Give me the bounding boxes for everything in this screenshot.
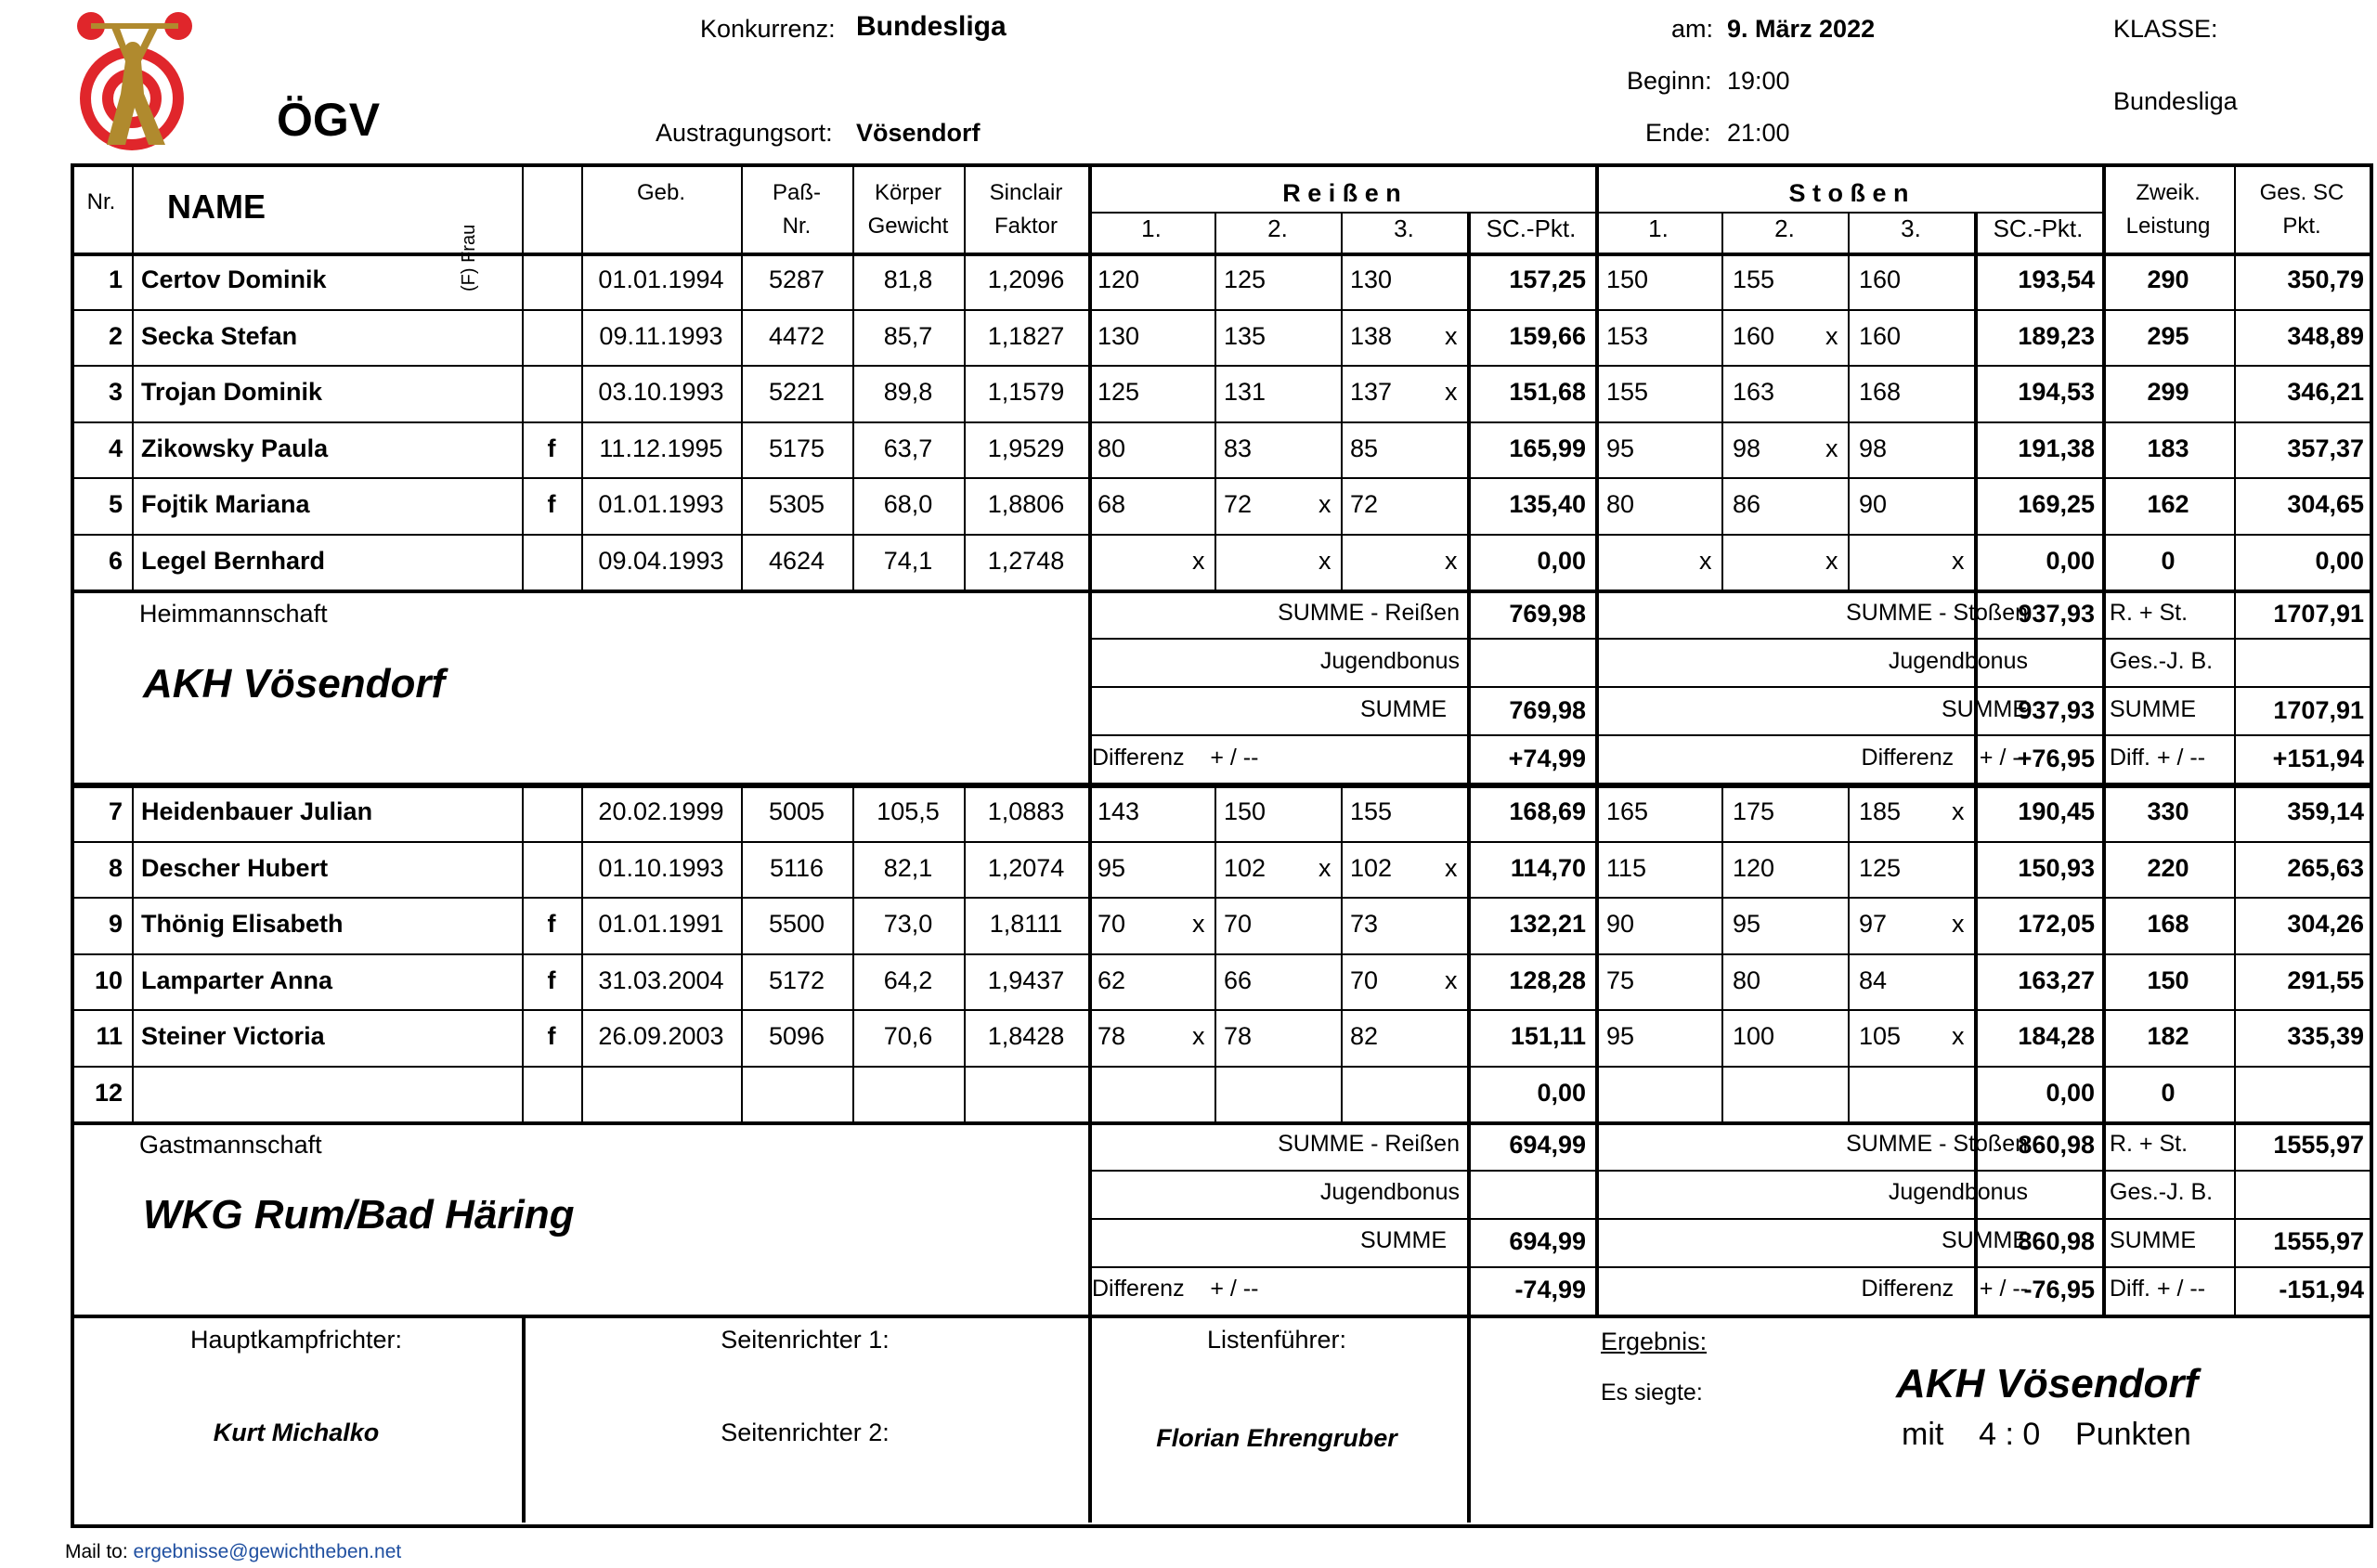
home-row-6-reissen-sc: 0,00: [1537, 546, 1586, 575]
guest-row-11-reissen-sc: 151,11: [1510, 1022, 1586, 1050]
guest-row-8-reissen-sc: 114,70: [1510, 853, 1586, 882]
ende-value: 21:00: [1727, 119, 1790, 147]
seitenrichter-1-label: Seitenrichter 1:: [721, 1326, 890, 1354]
guest-row-11-reissen-3: 82: [1350, 1022, 1379, 1050]
guest-row-7-stossen-3: 185: [1859, 797, 1902, 825]
home-row-4-reissen-2: 83: [1224, 434, 1253, 462]
guest-row-8-sinclair: 1,2074: [987, 853, 1065, 882]
home-summe-reissen: 769,98: [1509, 600, 1586, 628]
organization-name: ÖGV: [277, 94, 381, 146]
home-row-5-zweikampf: 162: [2147, 490, 2189, 518]
home-row-6-stossen-1-fail-mark: x: [1699, 546, 1712, 575]
home-row-2-pass: 4472: [768, 321, 825, 350]
guest-row-7-reissen-2: 150: [1224, 797, 1266, 825]
guest-diff-total-label: Diff. + / --: [2110, 1276, 2206, 1302]
guest-row-7-reissen-sc: 168,69: [1509, 797, 1586, 825]
guest-row-9-reissen-3: 73: [1350, 910, 1379, 938]
home-row-5-stossen-sc: 169,25: [2018, 490, 2095, 518]
guest-gesjb-label: Ges.-J. B.: [2110, 1179, 2214, 1205]
guest-rst: 1555,97: [2273, 1131, 2364, 1159]
home-row-2-stossen-3: 160: [1859, 321, 1902, 350]
guest-row-8-reissen-1: 95: [1098, 853, 1126, 882]
home-row-6-stossen-2-fail-mark: x: [1825, 546, 1838, 575]
home-row-6-zweikampf: 0: [2161, 546, 2176, 575]
home-row-1-stossen-sc: 193,54: [2018, 266, 2095, 293]
guest-row-9-pass: 5500: [768, 910, 825, 938]
stossen-attempt-2-header: 2.: [1774, 214, 1795, 242]
home-row-5-nr: 5: [108, 490, 123, 518]
home-row-2-nr: 2: [108, 321, 123, 350]
col-kg-header-2: Gewicht: [867, 214, 949, 239]
guest-row-9-reissen-sc: 132,21: [1509, 910, 1586, 938]
home-diff-reissen: +74,99: [1508, 745, 1586, 772]
home-row-5-ges-sc: 304,65: [2287, 490, 2364, 518]
col-kg-header-1: Körper: [874, 180, 942, 205]
guest-row-7-pass: 5005: [768, 797, 825, 825]
home-row-5-reissen-1: 68: [1098, 490, 1126, 518]
home-row-2-stossen-sc: 189,23: [2018, 321, 2095, 350]
guest-diff-stossen-label: Differenz + / --: [1861, 1276, 2028, 1302]
home-row-1-ges-sc: 350,79: [2287, 266, 2364, 293]
home-row-3-sinclair: 1,1579: [987, 378, 1065, 406]
home-row-5-name: Fojtik Mariana: [141, 490, 310, 518]
gastmannschaft-label: Gastmannschaft: [139, 1131, 322, 1159]
col-pass-header-1: Paß-: [772, 180, 821, 205]
home-jugendbonus-reissen-label: Jugendbonus: [1319, 648, 1460, 674]
guest-row-8-nr: 8: [108, 853, 123, 882]
home-row-2-sinclair: 1,1827: [987, 321, 1065, 350]
home-row-6-kg: 74,1: [883, 546, 933, 575]
home-row-3-ges-sc: 346,21: [2287, 378, 2364, 406]
listenfuehrer-name: Florian Ehrengruber: [1156, 1424, 1397, 1452]
home-row-1-geb: 01.01.1994: [598, 266, 724, 293]
home-row-6-sinclair: 1,2748: [987, 546, 1065, 575]
guest-row-8-name: Descher Hubert: [141, 853, 329, 882]
es-siegte-label: Es siegte:: [1601, 1380, 1703, 1406]
guest-summe-stossen: 860,98: [2018, 1131, 2095, 1159]
guest-row-11-geb: 26.09.2003: [598, 1022, 724, 1050]
guest-row-10-stossen-2: 80: [1733, 965, 1761, 994]
home-row-1-reissen-1: 120: [1098, 266, 1140, 293]
guest-row-11-stossen-3: 105: [1859, 1022, 1902, 1050]
home-row-4-name: Zikowsky Paula: [141, 434, 329, 462]
home-row-6-reissen-2-fail-mark: x: [1318, 546, 1331, 575]
home-row-2-zweikampf: 295: [2147, 321, 2189, 350]
guest-row-9-stossen-1: 90: [1606, 910, 1635, 938]
guest-row-11-nr: 11: [96, 1022, 123, 1050]
col-sinclair-header-1: Sinclair: [989, 180, 1063, 205]
oegv-logo: [74, 6, 204, 154]
home-row-6-pass: 4624: [768, 546, 825, 575]
guest-row-11-stossen-1: 95: [1606, 1022, 1635, 1050]
home-summe-stossen-label: SUMME - Stoßen: [1846, 600, 2028, 626]
home-summe-stossen-2: 937,93: [2018, 696, 2095, 724]
home-summe-stossen-label-2: SUMME: [1941, 696, 2028, 722]
home-gesjb-label: Ges.-J. B.: [2110, 648, 2214, 674]
stossen-sc-header: SC.-Pkt.: [1993, 214, 2084, 242]
home-row-5-reissen-3: 72: [1350, 490, 1379, 518]
home-row-2-reissen-3-fail-mark: x: [1445, 321, 1458, 350]
guest-row-10-stossen-1: 75: [1606, 965, 1635, 994]
col-ges-header-1: Ges. SC: [2259, 180, 2345, 205]
guest-row-9-kg: 73,0: [883, 910, 933, 938]
home-row-1-reissen-sc: 157,25: [1509, 266, 1586, 293]
beginn-label: Beginn:: [1627, 67, 1712, 95]
home-row-1-reissen-3: 130: [1350, 266, 1393, 293]
home-row-3-stossen-1: 155: [1606, 378, 1649, 406]
home-row-4-zweikampf: 183: [2147, 434, 2189, 462]
home-row-1-pass: 5287: [768, 266, 825, 293]
home-row-3-stossen-3: 168: [1859, 378, 1902, 406]
home-diff-reissen-label: Differenz + / --: [1092, 745, 1259, 771]
home-row-4-stossen-sc: 191,38: [2018, 434, 2095, 462]
guest-row-7-stossen-sc: 190,45: [2018, 797, 2095, 825]
guest-summe-reissen: 694,99: [1509, 1131, 1586, 1159]
col-sinclair-header-2: Faktor: [994, 214, 1058, 239]
home-row-5-pass: 5305: [768, 490, 825, 518]
beginn-value: 19:00: [1727, 67, 1790, 95]
seitenrichter-2-label: Seitenrichter 2:: [721, 1419, 890, 1446]
heimmannschaft-label: Heimmannschaft: [139, 600, 328, 628]
home-row-1-stossen-2: 155: [1733, 266, 1775, 293]
guest-row-11-stossen-sc: 184,28: [2018, 1022, 2095, 1050]
guest-row-9-name: Thönig Elisabeth: [141, 910, 344, 938]
guest-row-10-reissen-3: 70: [1350, 965, 1379, 994]
home-row-1-nr: 1: [108, 266, 123, 293]
home-row-6-geb: 09.04.1993: [598, 546, 724, 575]
home-rst-label: R. + St.: [2110, 600, 2189, 626]
guest-summe-stossen-label-2: SUMME: [1941, 1227, 2028, 1253]
guest-row-10-stossen-sc: 163,27: [2018, 965, 2095, 994]
reissen-attempt-3-header: 3.: [1394, 214, 1414, 242]
guest-row-11-stossen-2: 100: [1733, 1022, 1775, 1050]
guest-summe-stossen-2: 860,98: [2018, 1227, 2095, 1255]
result-sheet-table: [71, 163, 2373, 1528]
guest-row-11-reissen-1: 78: [1098, 1022, 1126, 1050]
home-row-4-stossen-1: 95: [1606, 434, 1635, 462]
guest-row-7-reissen-1: 143: [1098, 797, 1140, 825]
guest-row-7-stossen-3-fail-mark: x: [1952, 797, 1965, 825]
home-row-3-reissen-sc: 151,68: [1509, 378, 1586, 406]
home-row-4-reissen-1: 80: [1098, 434, 1126, 462]
guest-row-12-nr: 12: [94, 1078, 123, 1107]
stossen-attempt-3-header: 3.: [1901, 214, 1921, 242]
guest-row-10-kg: 64,2: [883, 965, 933, 994]
guest-row-11-ges-sc: 335,39: [2287, 1022, 2364, 1050]
guest-summe-reissen-label-2: SUMME: [1359, 1227, 1447, 1253]
guest-row-11-reissen-2: 78: [1224, 1022, 1253, 1050]
home-row-3-reissen-3-fail-mark: x: [1445, 378, 1458, 406]
home-row-5-reissen-2: 72: [1224, 490, 1253, 518]
home-row-2-reissen-sc: 159,66: [1509, 321, 1586, 350]
home-summe-reissen-2: 769,98: [1509, 696, 1586, 724]
guest-row-10-ges-sc: 291,55: [2287, 965, 2364, 994]
guest-row-10-reissen-3-fail-mark: x: [1445, 965, 1458, 994]
listenfuehrer-label: Listenführer:: [1206, 1326, 1347, 1354]
reissen-attempt-2-header: 2.: [1267, 214, 1288, 242]
konkurrenz-value: Bundesliga: [856, 11, 1007, 42]
guest-row-9-geb: 01.01.1991: [598, 910, 724, 938]
guest-rst-label: R. + St.: [2110, 1131, 2189, 1157]
guest-row-11-stossen-3-fail-mark: x: [1952, 1022, 1965, 1050]
home-diff-total: +151,94: [2272, 745, 2364, 772]
guest-row-7-zweikampf: 330: [2147, 797, 2189, 825]
home-row-1-kg: 81,8: [883, 266, 933, 293]
home-jugendbonus-stossen-label: Jugendbonus: [1888, 648, 2028, 674]
home-row-6-reissen-1-fail-mark: x: [1192, 546, 1205, 575]
guest-summe-total: 1555,97: [2273, 1227, 2364, 1255]
home-row-2-geb: 09.11.1993: [599, 321, 723, 350]
guest-row-9-stossen-3-fail-mark: x: [1952, 910, 1965, 938]
home-row-3-kg: 89,8: [883, 378, 933, 406]
guest-row-7-stossen-1: 165: [1606, 797, 1649, 825]
guest-row-7-geb: 20.02.1999: [598, 797, 724, 825]
guest-row-11-reissen-1-fail-mark: x: [1192, 1022, 1205, 1050]
guest-row-10-frau: f: [547, 965, 556, 994]
guest-row-8-reissen-3: 102: [1350, 853, 1393, 882]
guest-row-8-stossen-1: 115: [1606, 853, 1647, 882]
guest-row-12-reissen-sc: 0,00: [1537, 1078, 1586, 1107]
home-row-4-pass: 5175: [768, 434, 825, 462]
home-row-3-zweikampf: 299: [2147, 378, 2189, 406]
guest-row-8-zweikampf: 220: [2147, 853, 2189, 882]
ergebnis-label: Ergebnis:: [1601, 1328, 1708, 1355]
konkurrenz-label: Konkurrenz:: [700, 15, 836, 43]
guest-row-11-zweikampf: 182: [2147, 1022, 2189, 1050]
guest-row-8-stossen-sc: 150,93: [2018, 853, 2095, 882]
guest-row-8-stossen-3: 125: [1859, 853, 1902, 882]
guest-row-7-sinclair: 1,0883: [987, 797, 1065, 825]
home-row-4-reissen-3: 85: [1350, 434, 1379, 462]
guest-row-9-frau: f: [547, 910, 556, 938]
home-row-6-ges-sc: 0,00: [2315, 546, 2364, 575]
guest-diff-reissen-label: Differenz + / --: [1092, 1276, 1259, 1302]
home-diff-total-label: Diff. + / --: [2110, 745, 2206, 771]
guest-row-10-nr: 10: [94, 965, 123, 994]
guest-row-11-sinclair: 1,8428: [987, 1022, 1065, 1050]
home-row-6-stossen-3-fail-mark: x: [1952, 546, 1965, 575]
home-summe-reissen-label-2: SUMME: [1359, 696, 1447, 722]
stossen-attempt-1-header: 1.: [1648, 214, 1669, 242]
col-pass-header-2: Nr.: [782, 214, 812, 239]
home-diff-stossen-label: Differenz + / --: [1861, 745, 2028, 771]
guest-row-7-reissen-3: 155: [1350, 797, 1393, 825]
guest-row-10-reissen-2: 66: [1224, 965, 1253, 994]
austragungsort-value: Vösendorf: [856, 119, 981, 147]
home-summe-total: 1707,91: [2273, 696, 2364, 724]
guest-row-8-geb: 01.10.1993: [598, 853, 724, 882]
home-row-4-sinclair: 1,9529: [987, 434, 1065, 462]
guest-row-9-reissen-1: 70: [1098, 910, 1126, 938]
guest-row-9-stossen-3: 97: [1859, 910, 1888, 938]
guest-team-name: WKG Rum/Bad Häring: [143, 1192, 575, 1238]
home-row-5-stossen-2: 86: [1733, 490, 1761, 518]
home-row-3-pass: 5221: [768, 378, 825, 406]
guest-jugendbonus-reissen-label: Jugendbonus: [1319, 1179, 1460, 1205]
reissen-attempt-1-header: 1.: [1141, 214, 1162, 242]
guest-row-9-reissen-2: 70: [1224, 910, 1253, 938]
mail-label: Mail to:: [65, 1541, 128, 1562]
guest-row-11-frau: f: [547, 1022, 556, 1050]
home-row-6-stossen-sc: 0,00: [2046, 546, 2095, 575]
austragungsort-label: Austragungsort:: [656, 119, 833, 147]
guest-row-8-ges-sc: 265,63: [2287, 853, 2364, 882]
home-row-4-stossen-3: 98: [1859, 434, 1888, 462]
guest-row-11-kg: 70,6: [883, 1022, 933, 1050]
home-row-4-kg: 63,7: [883, 434, 933, 462]
home-team-name: AKH Vösendorf: [143, 661, 446, 706]
guest-row-10-name: Lamparter Anna: [141, 965, 333, 994]
col-ges-header-2: Pkt.: [2282, 214, 2321, 239]
home-row-5-kg: 68,0: [883, 490, 933, 518]
mail-to-line: [65, 1541, 401, 1563]
guest-summe-stossen-label: SUMME - Stoßen: [1846, 1131, 2028, 1157]
guest-row-7-ges-sc: 359,14: [2287, 797, 2364, 825]
klasse-label: KLASSE:: [2113, 15, 2218, 43]
home-row-4-nr: 4: [108, 434, 123, 462]
home-row-3-reissen-3: 137: [1350, 378, 1393, 406]
guest-row-8-stossen-2: 120: [1733, 853, 1775, 882]
col-nr-header: Nr.: [86, 189, 116, 214]
home-row-4-reissen-sc: 165,99: [1509, 434, 1586, 462]
guest-row-10-reissen-1: 62: [1098, 965, 1126, 994]
home-row-4-geb: 11.12.1995: [599, 434, 723, 462]
guest-row-7-stossen-2: 175: [1733, 797, 1775, 825]
home-row-3-geb: 03.10.1993: [598, 378, 724, 406]
home-row-4-frau: f: [547, 434, 556, 462]
home-row-2-stossen-2-fail-mark: x: [1825, 321, 1838, 350]
guest-row-9-nr: 9: [108, 910, 123, 938]
home-row-3-nr: 3: [108, 378, 123, 406]
reissen-header: R e i ß e n: [1282, 179, 1401, 207]
col-frau-header: (F) Frau: [459, 224, 479, 292]
home-row-3-stossen-2: 163: [1733, 378, 1775, 406]
guest-row-9-sinclair: 1,8111: [989, 910, 1063, 938]
home-row-5-sinclair: 1,8806: [987, 490, 1065, 518]
home-row-1-reissen-2: 125: [1224, 266, 1266, 293]
winner-team-name: AKH Vösendorf: [1896, 1361, 2199, 1406]
guest-diff-stossen: -76,95: [2023, 1276, 2095, 1303]
guest-row-12-stossen-sc: 0,00: [2046, 1078, 2095, 1107]
home-row-5-reissen-sc: 135,40: [1509, 490, 1586, 518]
home-row-2-reissen-2: 135: [1224, 321, 1266, 350]
klasse-value: Bundesliga: [2113, 87, 2238, 115]
guest-row-12-zweikampf: 0: [2161, 1078, 2176, 1107]
hauptkampfrichter-label: Hauptkampfrichter:: [189, 1326, 403, 1354]
home-rst: 1707,91: [2273, 600, 2364, 628]
guest-summe-reissen-2: 694,99: [1509, 1227, 1586, 1255]
home-row-2-kg: 85,7: [883, 321, 933, 350]
guest-jugendbonus-stossen-label: Jugendbonus: [1888, 1179, 2028, 1205]
guest-row-8-reissen-3-fail-mark: x: [1445, 853, 1458, 882]
home-row-5-stossen-1: 80: [1606, 490, 1635, 518]
home-summe-total-label: SUMME: [2110, 696, 2197, 722]
guest-row-10-reissen-sc: 128,28: [1509, 965, 1586, 994]
home-row-1-name: Certov Dominik: [141, 266, 327, 293]
home-row-2-stossen-2: 160: [1733, 321, 1775, 350]
ende-label: Ende:: [1645, 119, 1711, 147]
stossen-header: S t o ß e n: [1788, 179, 1909, 207]
guest-row-10-zweikampf: 150: [2147, 965, 2189, 994]
guest-summe-reissen-label: SUMME - Reißen: [1278, 1131, 1460, 1157]
guest-row-8-reissen-2-fail-mark: x: [1318, 853, 1331, 882]
home-summe-reissen-label: SUMME - Reißen: [1278, 600, 1460, 626]
home-row-1-stossen-1: 150: [1606, 266, 1649, 293]
guest-row-7-kg: 105,5: [877, 797, 940, 825]
home-row-2-ges-sc: 348,89: [2287, 321, 2364, 350]
home-row-2-name: Secka Stefan: [141, 321, 298, 350]
home-row-3-reissen-1: 125: [1098, 378, 1140, 406]
home-row-4-ges-sc: 357,37: [2287, 434, 2364, 462]
home-row-2-stossen-1: 153: [1606, 321, 1649, 350]
col-zweik-header-1: Zweik.: [2136, 180, 2201, 205]
guest-diff-reissen: -74,99: [1514, 1276, 1586, 1303]
guest-row-9-reissen-1-fail-mark: x: [1192, 910, 1205, 938]
guest-row-9-ges-sc: 304,26: [2287, 910, 2364, 938]
guest-diff-total: -151,94: [2279, 1276, 2364, 1303]
home-row-6-nr: 6: [108, 546, 123, 575]
reissen-sc-header: SC.-Pkt.: [1486, 214, 1577, 242]
guest-row-11-name: Steiner Victoria: [141, 1022, 325, 1050]
hauptkampfrichter-name: Kurt Michalko: [213, 1419, 380, 1446]
guest-row-10-geb: 31.03.2004: [598, 965, 724, 994]
guest-row-9-stossen-sc: 172,05: [2018, 910, 2095, 938]
home-row-2-reissen-1: 130: [1098, 321, 1140, 350]
home-row-5-frau: f: [547, 490, 556, 518]
guest-row-8-reissen-2: 102: [1224, 853, 1266, 882]
guest-row-9-zweikampf: 168: [2147, 910, 2189, 938]
col-geb-header: Geb.: [636, 180, 686, 205]
guest-row-10-sinclair: 1,9437: [987, 965, 1065, 994]
home-row-6-name: Legel Bernhard: [141, 546, 326, 575]
home-row-5-stossen-3: 90: [1859, 490, 1888, 518]
guest-row-9-stossen-2: 95: [1733, 910, 1761, 938]
home-row-3-stossen-sc: 194,53: [2018, 378, 2095, 406]
home-row-4-stossen-2-fail-mark: x: [1825, 434, 1838, 462]
guest-row-8-pass: 5116: [769, 853, 825, 882]
home-row-1-stossen-3: 160: [1859, 266, 1902, 293]
col-zweik-header-2: Leistung: [2125, 214, 2211, 239]
guest-row-7-nr: 7: [108, 797, 123, 825]
guest-row-8-kg: 82,1: [883, 853, 933, 882]
guest-summe-total-label: SUMME: [2110, 1227, 2197, 1253]
home-row-3-reissen-2: 131: [1224, 378, 1266, 406]
guest-row-10-pass: 5172: [768, 965, 825, 994]
home-row-6-reissen-3-fail-mark: x: [1445, 546, 1458, 575]
guest-row-7-name: Heidenbauer Julian: [141, 797, 373, 825]
home-row-4-stossen-2: 98: [1733, 434, 1761, 462]
datum-label: am:: [1671, 15, 1714, 43]
home-row-5-reissen-2-fail-mark: x: [1318, 490, 1331, 518]
home-row-3-name: Trojan Dominik: [141, 378, 323, 406]
home-diff-stossen: +76,95: [2017, 745, 2095, 772]
home-row-5-geb: 01.01.1993: [598, 490, 724, 518]
home-row-1-sinclair: 1,2096: [987, 266, 1065, 293]
datum-value: 9. März 2022: [1727, 15, 1876, 43]
home-row-1-zweikampf: 290: [2147, 266, 2189, 293]
col-name-header: NAME: [167, 188, 266, 226]
home-row-2-reissen-3: 138: [1350, 321, 1393, 350]
result-points: mit 4 : 0 Punkten: [1902, 1417, 2191, 1452]
home-summe-stossen: 937,93: [2018, 600, 2095, 628]
guest-row-11-pass: 5096: [768, 1022, 825, 1050]
guest-row-10-stossen-3: 84: [1859, 965, 1888, 994]
mail-address-link[interactable]: ergebnisse@gewichtheben.net: [133, 1541, 402, 1562]
